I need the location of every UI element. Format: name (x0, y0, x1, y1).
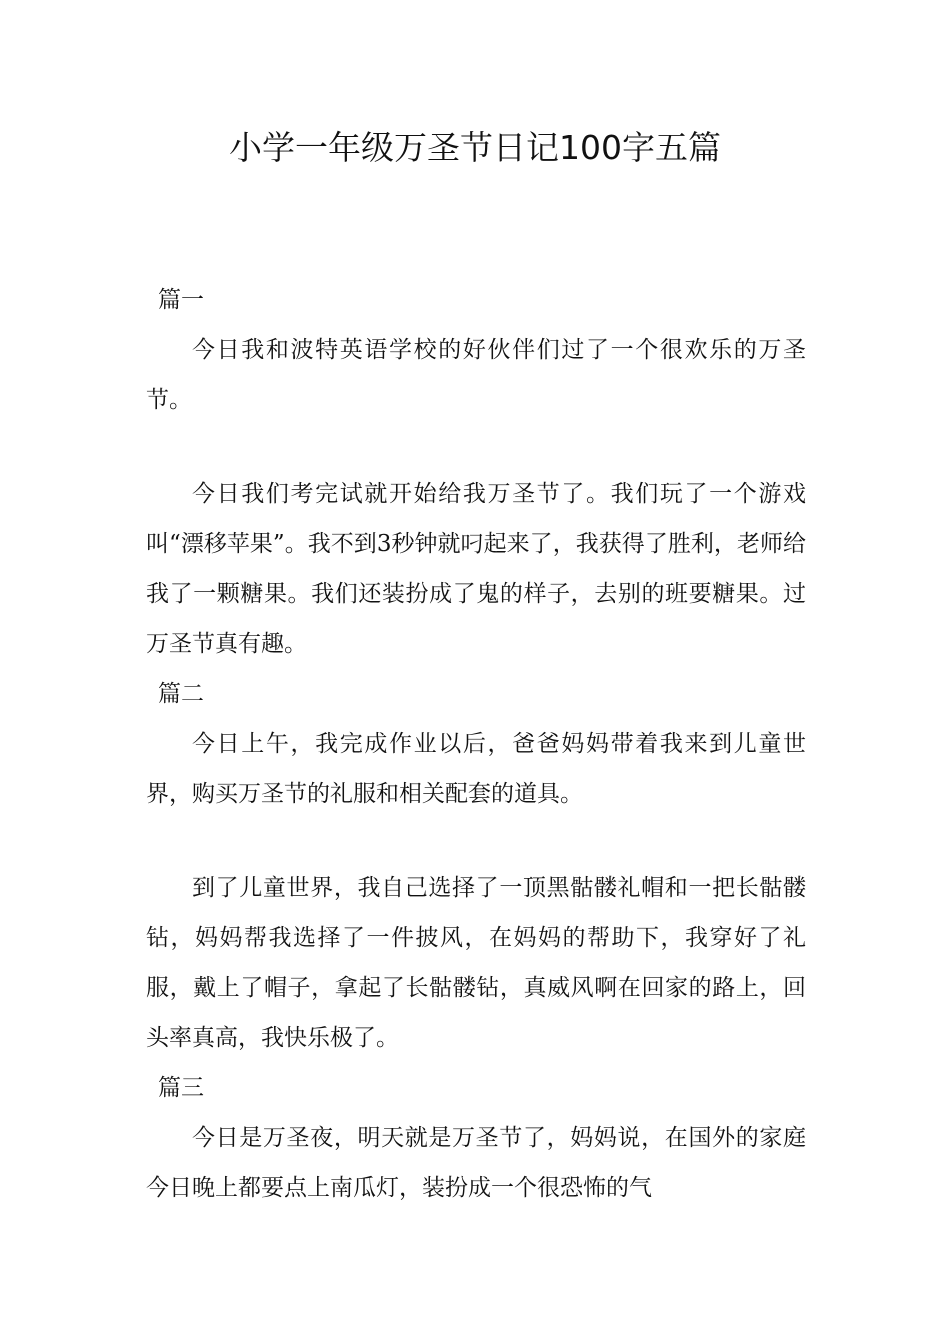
document-title: 小学一年级万圣节日记100字五篇 (229, 128, 721, 167)
paragraph: 今日我们考完试就开始给我万圣节了。我们玩了一个游戏叫“漂移苹果”。我不到3秒钟就叼起来了，我获得了胜利，老师给我了一颗糖果。我们还装扮成了鬼的样子，去别的班要糖果。过万圣节真有趣。 (146, 481, 806, 657)
section-heading-3: 篇三 (158, 1075, 204, 1101)
paragraph: 到了儿童世界，我自己选择了一顶黑骷髅礼帽和一把长骷髅钻，妈妈帮我选择了一件披风，在妈妈的帮助下，我穿好了礼服，戴上了帽子，拿起了长骷髅钻，真威风啊在回家的路上，回头率真高，我快乐极了。 (146, 875, 806, 1051)
paragraph: 今日我和波特英语学校的好伙伴们过了一个很欢乐的万圣节。 (146, 337, 806, 413)
section-heading-2: 篇二 (158, 681, 204, 707)
section-heading-1: 篇一 (158, 287, 204, 313)
paragraph: 今日上午，我完成作业以后，爸爸妈妈带着我来到儿童世界，购买万圣节的礼服和相关配套的道具。 (146, 731, 806, 807)
paragraph: 今日是万圣夜，明天就是万圣节了，妈妈说，在国外的家庭今日晚上都要点上南瓜灯，装扮成一个很恐怖的气 (146, 1125, 806, 1201)
document-body (146, 275, 806, 1213)
paragraph-gap (146, 819, 806, 863)
paragraph-gap (146, 425, 806, 469)
